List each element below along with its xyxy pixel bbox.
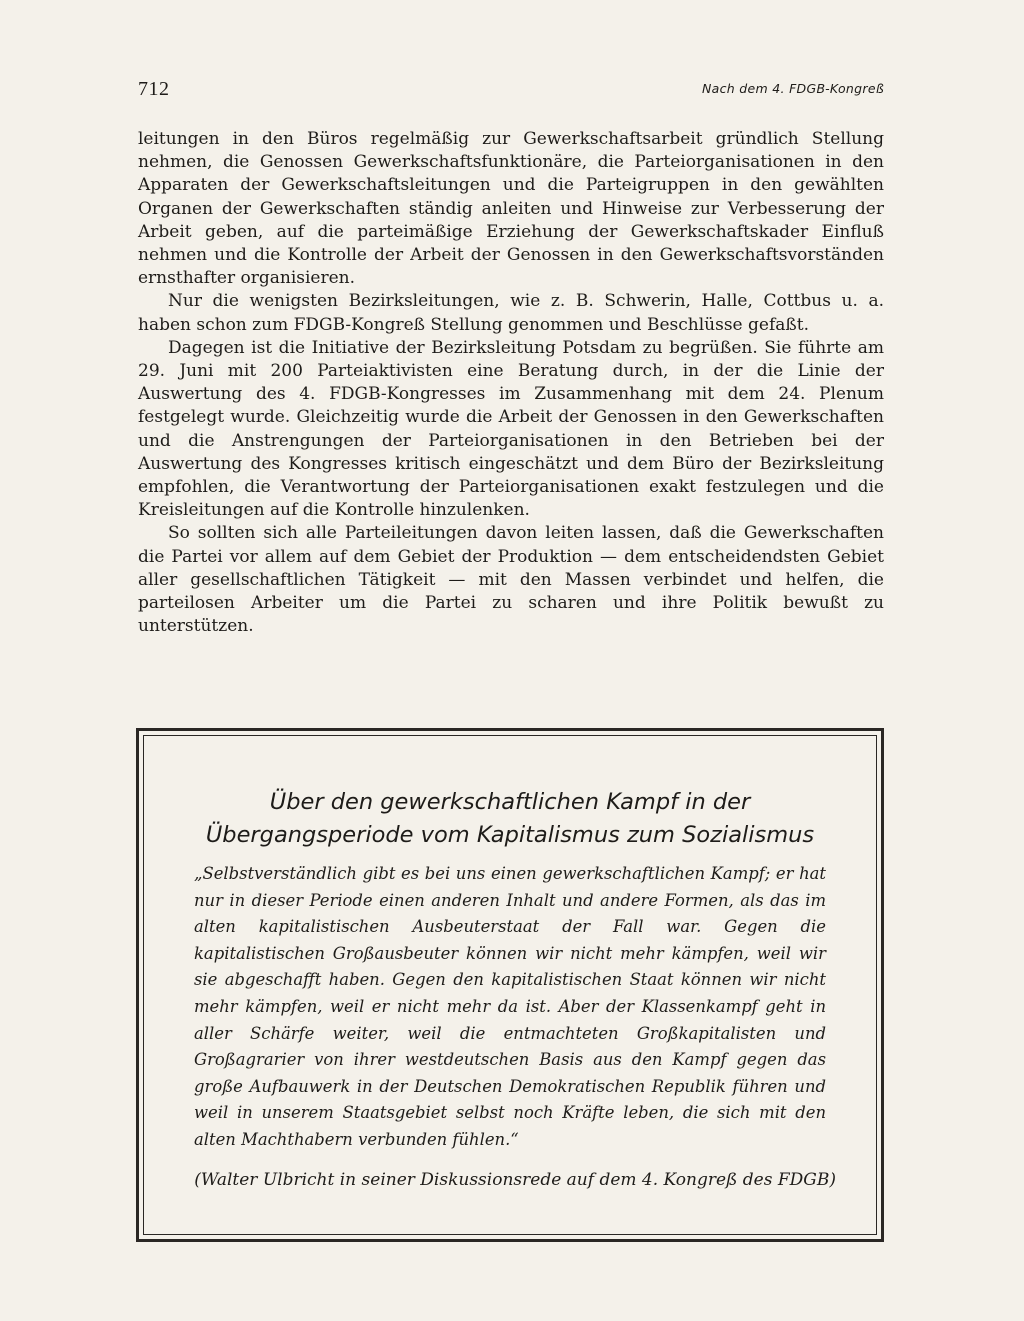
paragraph: Nur die wenigsten Bezirksleitungen, wie z. B. Schwerin, Halle, Cottbus u. a. haben schon zum FDGB-Kongreß Stellung genommen und Beschlüsse gefaßt. bbox=[138, 291, 884, 335]
quote-box bbox=[136, 728, 884, 1242]
quote-source: (Walter Ulbricht in seiner Diskussionsrede auf dem 4. Kongreß des FDGB) bbox=[194, 1170, 836, 1190]
paragraph: Dagegen ist die Initiative der Bezirksleitung Potsdam zu begrüßen. Sie führte am 29. Juni mit 200 Parteiaktivisten eine Beratung durch, in der die Linie der Auswertung des 4. FDGB-Kongresses im Zusammenhang mit dem 24. Plenum festgelegt wurde. Gleichzeitig wurde die Arbeit der Genossen in den Gewerkschaften und die Anstrengungen der Parteiorganisationen in den Betrieben bei der Auswertung des Kongresses kritisch eingeschätzt und dem Büro der Bezirksleitung empfohlen, die Verantwortung der Parteiorganisationen exakt festzulegen und die Kreisleitungen auf die Kontrolle hinzulenken. bbox=[138, 337, 884, 521]
paragraph: So sollten sich alle Parteileitungen davon leiten lassen, daß die Gewerkschaften die Partei vor allem auf dem Gebiet der Produktion — dem entscheidendsten Gebiet aller gesellschaftlichen Tätigkeit — mit den Massen verbindet und helfen, die parteilosen Arbeiter um die Partei zu scharen und ihre Politik bewußt zu unterstützen. bbox=[138, 523, 884, 637]
quote-box-inner-border bbox=[143, 735, 877, 1235]
quote-title-line-1: Über den gewerkschaftlichen Kampf in der bbox=[269, 789, 751, 815]
page-number: 712 bbox=[138, 78, 170, 100]
quote-text: „Selbstverständlich gibt es bei uns einen gewerkschaftlichen Kampf; er hat nur in dieser Periode einen anderen Inhalt und andere Formen, als das im alten kapitalistischen Ausbeuterstaat der Fall war. Gegen die kapitalistischen Großausbeuter können wir nicht mehr kämpfen, weil wir sie abgeschafft haben. Gegen den kapitalistischen Staat können wir nicht mehr kämpfen, weil er nicht mehr da ist. Aber der Klassenkampf geht in aller Schärfe weiter, weil die entmachteten Großkapitalisten und Großagrarier von ihrer westdeutschen Basis aus den Kampf gegen das große Aufbauwerk in der Deutschen Demokratischen Republik führen und weil in unserem Staatsgebiet selbst noch Kräfte leben, die sich mit den alten Machthabern verbunden fühlen.“ bbox=[194, 864, 826, 1149]
paragraph-continuation: leitungen in den Büros regelmäßig zur Gewerkschaftsarbeit gründlich Stellung nehmen, die Genossen Gewerkschaftsfunktionäre, die Parteiorganisationen in den Apparaten der Gewerkschaftsleitungen und die Parteigruppen in den gewählten Organen der Gewerkschaften ständig anleiten und Hinweise zur Verbesserung der Arbeit geben, auf die parteimäßige Erziehung der Gewerkschaftskader Einfluß nehmen und die Kontrolle der Arbeit der Genossen in den Gewerkschaftsvorständen ernsthafter organisieren. bbox=[138, 129, 884, 289]
page-header bbox=[138, 78, 884, 100]
body-text bbox=[138, 128, 884, 638]
running-head: Nach dem 4. FDGB-Kongreß bbox=[702, 81, 884, 96]
quote-title bbox=[144, 786, 876, 852]
quote-title-line-2: Übergangsperiode vom Kapitalismus zum Sozialismus bbox=[205, 822, 815, 848]
